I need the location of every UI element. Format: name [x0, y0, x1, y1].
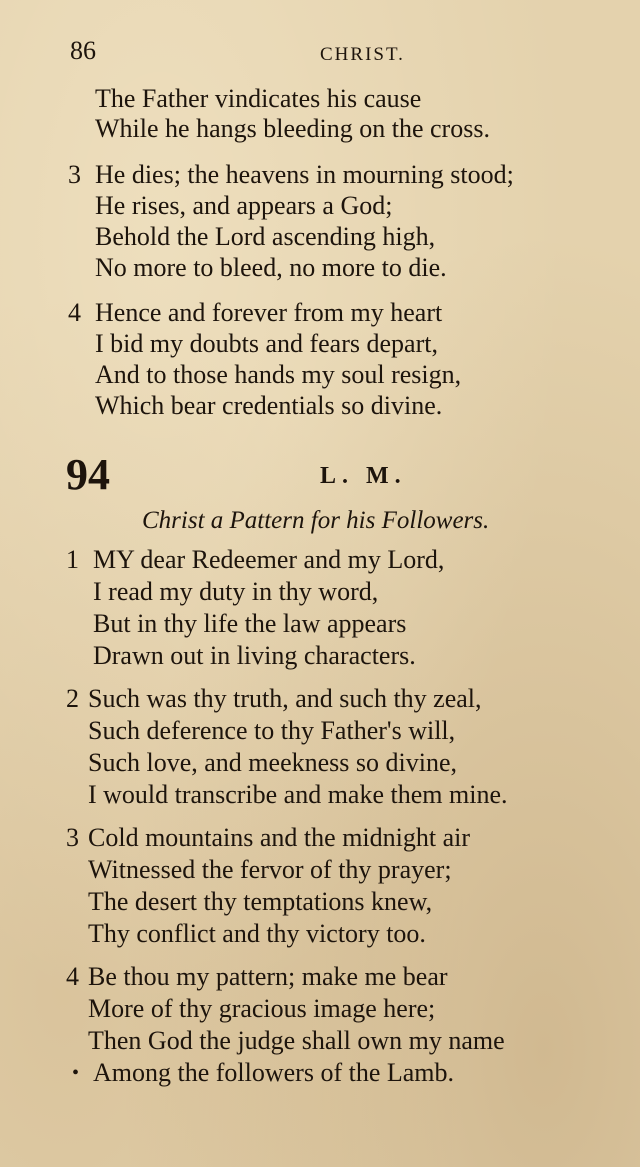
verse-line: He rises, and appears a God;	[95, 191, 393, 220]
verse-number: 3	[68, 160, 81, 189]
verse-line: Such deference to thy Father's will,	[88, 716, 456, 745]
marginal-mark: •	[72, 1062, 80, 1084]
verse-number: 4	[66, 962, 79, 991]
verse-line: Thy conflict and thy victory too.	[88, 919, 426, 948]
verse-line: The desert thy temptations knew,	[88, 887, 433, 916]
verse-line: MY dear Redeemer and my Lord,	[93, 545, 445, 574]
verse-number: 3	[66, 823, 79, 852]
verse-line: I read my duty in thy word,	[93, 577, 379, 606]
verse-line: No more to bleed, no more to die.	[95, 253, 447, 282]
verse-line: More of thy gracious image here;	[88, 994, 436, 1023]
verse-line: I would transcribe and make them mine.	[88, 780, 508, 809]
hymn-meter: L. M.	[320, 463, 407, 489]
verse-line: Cold mountains and the midnight air	[88, 823, 471, 852]
verse-line: Among the followers of the Lamb.	[93, 1058, 455, 1087]
verse-number: 1	[66, 545, 79, 574]
running-title: CHRIST.	[320, 44, 405, 65]
verse-line: Witnessed the fervor of thy prayer;	[88, 855, 452, 884]
verse-line: The Father vindicates his cause	[95, 84, 422, 113]
verse-line: Which bear credentials so divine.	[95, 391, 443, 420]
verse-number: 2	[66, 684, 79, 713]
verse-line: Such was thy truth, and such thy zeal,	[88, 684, 482, 713]
verse-line: Hence and forever from my heart	[95, 298, 443, 327]
hymn-title: Christ a Pattern for his Followers.	[142, 507, 490, 534]
verse-line: Then God the judge shall own my name	[88, 1026, 505, 1055]
verse-line: I bid my doubts and fears depart,	[95, 329, 438, 358]
hymn-number: 94	[66, 450, 110, 499]
verse-line: But in thy life the law appears	[93, 609, 407, 638]
verse-line: And to those hands my soul resign,	[95, 360, 462, 389]
verse-line: Behold the Lord ascending high,	[95, 222, 436, 251]
verse-line: Drawn out in living characters.	[93, 641, 416, 670]
verse-line: He dies; the heavens in mourning stood;	[95, 160, 514, 189]
verse-line: Be thou my pattern; make me bear	[88, 962, 448, 991]
verse-number: 4	[68, 298, 81, 327]
verse-line: Such love, and meekness so divine,	[88, 748, 457, 777]
page-number: 86	[70, 36, 96, 65]
verse-line: While he hangs bleeding on the cross.	[95, 114, 490, 143]
